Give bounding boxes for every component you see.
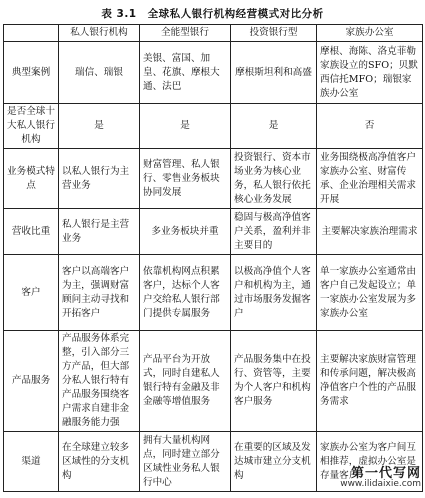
table-cell: 业务围绕极高净值客户家族办公室、财富传承、企业治理相关需求开展 [317, 149, 423, 209]
comparison-table [3, 24, 423, 492]
watermark [329, 462, 421, 492]
table-cell: 瑞信、瑞银 [59, 42, 140, 104]
table-cell: 产品平台为开放式，同时自建私人银行特有金融及非金融等增值服务 [140, 331, 231, 432]
table-cell: 以极高净值个人客户和机构为主，通过市场服务发掘客户 [231, 255, 317, 331]
header-cell-empty [4, 25, 59, 42]
table-cell: 摩根斯坦利和高盛 [231, 42, 317, 104]
table-cell: 财富管理、私人银行、零售业务板块协同发展 [140, 149, 231, 209]
row-label: 渠道 [4, 432, 59, 492]
row-label: 业务模式特点 [4, 149, 59, 209]
table-cell: 客户以高端客户为主，强调财富顾问主动寻找和开拓客户 [59, 255, 140, 331]
table-row [4, 255, 423, 331]
table-row [4, 149, 423, 209]
watermark-url: www.ilidaixie.com [340, 479, 421, 489]
table-cell: 以私人银行为主营业务 [59, 149, 140, 209]
table-row [4, 209, 423, 255]
table-cell: 私人银行是主营业务 [59, 209, 140, 255]
table-cell: 是 [231, 104, 317, 149]
header-cell-private-bank: 私人银行机构 [59, 25, 140, 42]
header-cell-family-office: 家族办公室 [317, 25, 423, 42]
row-label: 产品服务 [4, 331, 59, 432]
table-row [4, 331, 423, 432]
table-cell: 单一家族办公室通常由客户自己发起设立；单一家族办公室发展为多家族办公室 [317, 255, 423, 331]
table-cell: 拥有大量机构网点，同时建立部分区域性业务私人银行中心 [140, 432, 231, 492]
table-caption: 表 3.1 全球私人银行机构经营模式对比分析 [101, 8, 324, 20]
table-cell: 产品服务集中在投行、资管等，主要为个人客户和机构客户服务 [231, 331, 317, 432]
table-cell: 摩根、海陈、洛克菲勒家族设立的SFO；贝默西信托MFO；瑞银家族办公室 [317, 42, 423, 104]
watermark-title: 第一代写网 [350, 466, 421, 481]
table-cell: 多业务板块并重 [140, 209, 231, 255]
row-label: 营收比重 [4, 209, 59, 255]
header-row [4, 25, 423, 42]
table-cell: 否 [317, 104, 423, 149]
table-cell: 家族办公室为客户间互相推荐，虚拟办公室是存量客户 [317, 432, 423, 492]
table-cell: 投资银行、资本市场业务为核心业务，私人银行依托核心业务发展 [231, 149, 317, 209]
table-cell: 在重要的区域及发达城市建立分支机构 [231, 432, 317, 492]
table-cell: 主要解决家族财富管理和传承问题，解决极高净值客户个性的产品服务需求 [317, 331, 423, 432]
table-cell: 在全球建立较多区域性的分支机构 [59, 432, 140, 492]
row-label: 是否全球十大私人银行机构 [4, 104, 59, 149]
table-row [4, 42, 423, 104]
table-cell: 依靠机构网点积累客户，达标个人客户交给私人银行部门提供专属服务 [140, 255, 231, 331]
table-cell: 美银、富国、加皇、花旗、摩根大通、法巴 [140, 42, 231, 104]
table-cell: 稳固与极高净值客户关系，盈利并非主要目的 [231, 209, 317, 255]
header-cell-universal-bank: 全能型银行 [140, 25, 231, 42]
table-row [4, 104, 423, 149]
header-cell-investment-bank: 投资银行型 [231, 25, 317, 42]
table-cell: 是 [140, 104, 231, 149]
table-cell: 是 [59, 104, 140, 149]
table-cell: 主要解决家族治理需求 [317, 209, 423, 255]
row-label: 客户 [4, 255, 59, 331]
table-cell: 产品服务体系完整，引入部分三方产品，但大部分私人银行特有产品服务围绕客户需求自建非金融服务能力强 [59, 331, 140, 432]
row-label: 典型案例 [4, 42, 59, 104]
